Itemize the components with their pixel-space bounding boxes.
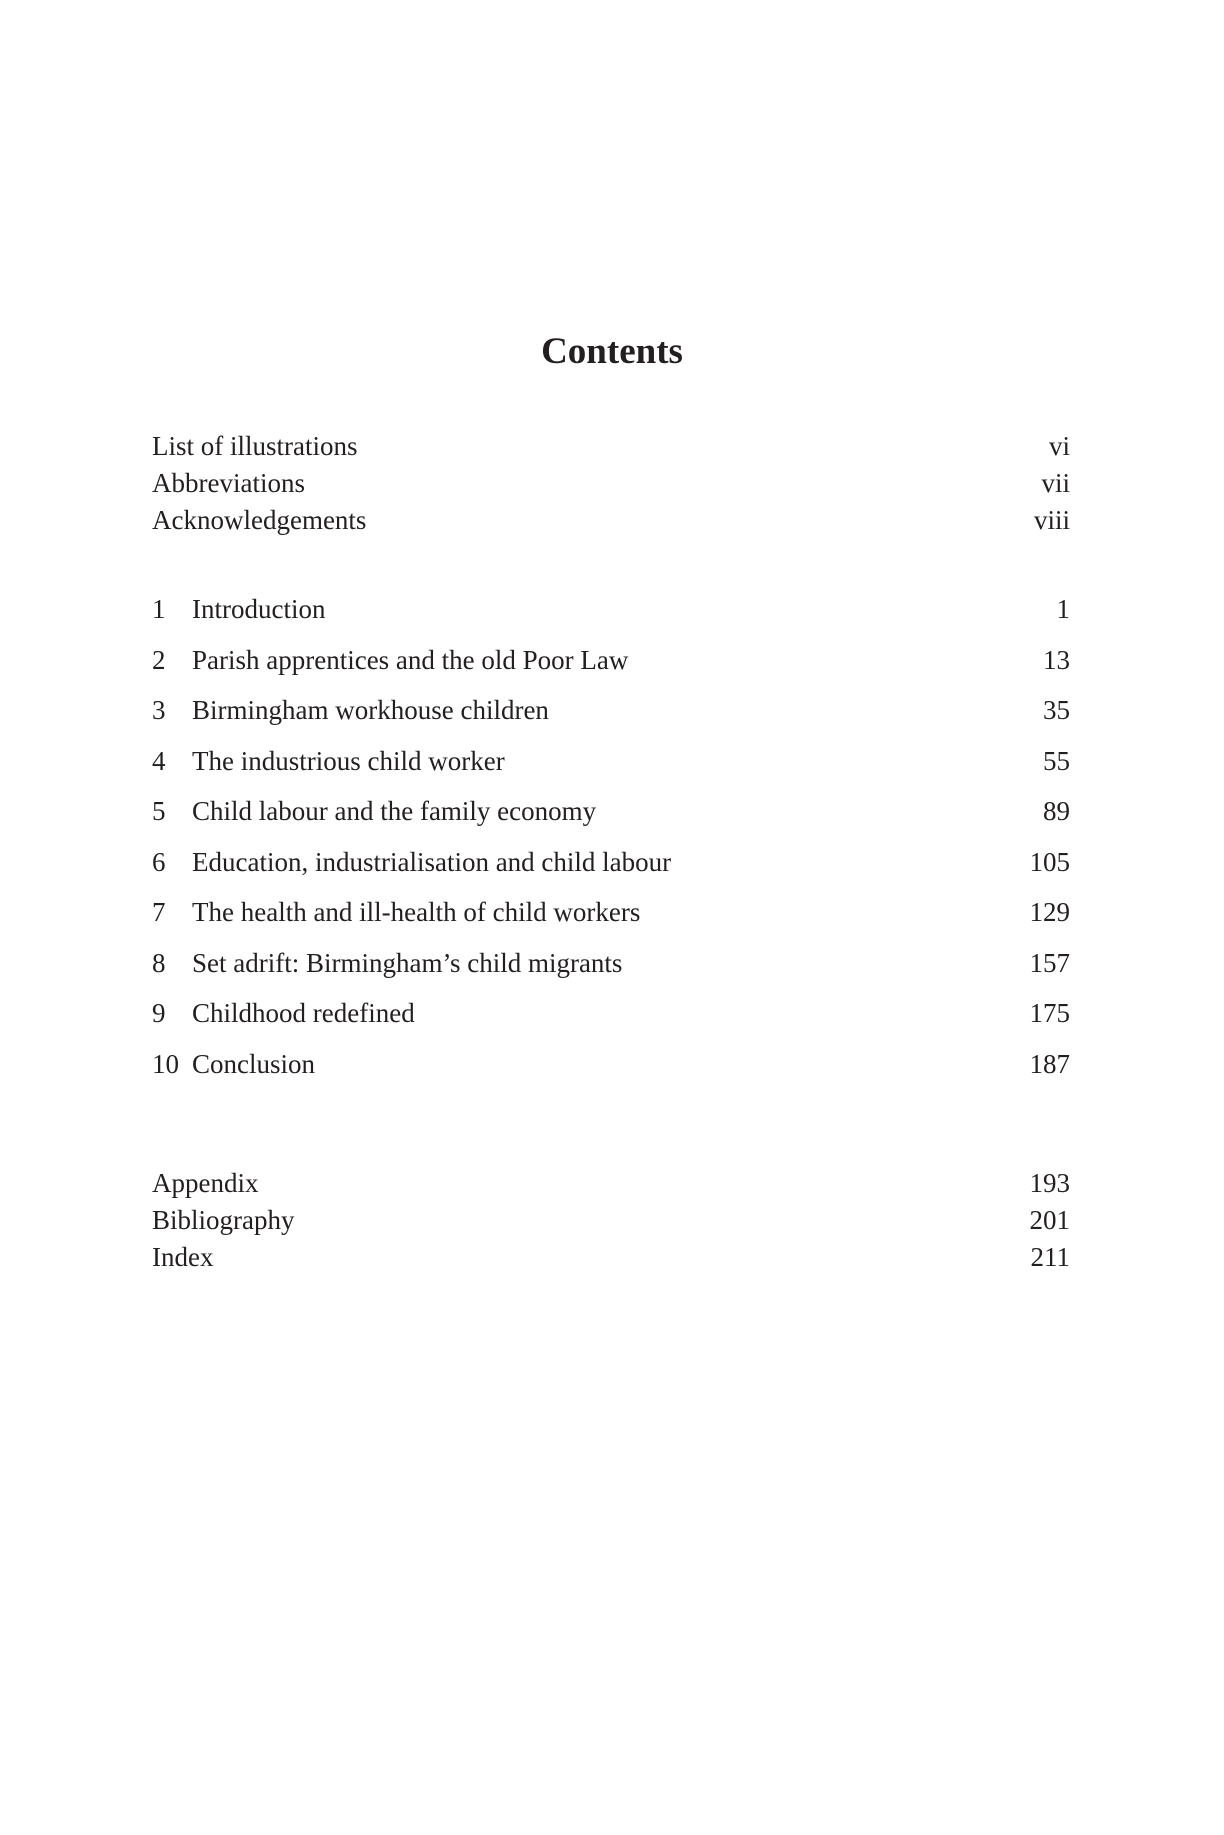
- chapter-number: 8: [152, 947, 166, 978]
- front-matter-list: [152, 428, 1070, 539]
- chapter-title: Education, industrialisation and child labour: [192, 846, 672, 877]
- toc-entry-page: 201: [1029, 1205, 1070, 1235]
- toc-entry-page: vii: [1041, 468, 1070, 498]
- chapter-page: 55: [1043, 745, 1070, 776]
- chapter-number: 7: [152, 897, 166, 927]
- chapter-title: Set adrift: Birmingham’s child migrants: [192, 947, 623, 978]
- chapter-number: 1: [152, 594, 166, 624]
- toc-chapter-9[interactable]: [152, 992, 1070, 1043]
- chapter-list: [152, 588, 1070, 1093]
- toc-chapter-4[interactable]: [152, 740, 1070, 791]
- toc-entry-label: Bibliography: [152, 1205, 295, 1235]
- chapter-title: Parish apprentices and the old Poor Law: [192, 644, 629, 675]
- chapter-page: 157: [1029, 947, 1070, 978]
- toc-chapter-2[interactable]: [152, 639, 1070, 690]
- chapter-page: 13: [1043, 644, 1070, 675]
- toc-entry-label: Abbreviations: [152, 468, 305, 498]
- toc-entry-page: 193: [1029, 1168, 1070, 1198]
- chapter-number: 9: [152, 998, 166, 1028]
- chapter-page: 187: [1029, 1048, 1070, 1079]
- toc-chapter-1[interactable]: [152, 588, 1070, 639]
- chapter-page: 105: [1029, 846, 1070, 877]
- chapter-title: Childhood redefined: [192, 998, 415, 1028]
- toc-entry-index[interactable]: [152, 1239, 1070, 1276]
- toc-entry-page: 211: [1030, 1242, 1070, 1272]
- chapter-number: 3: [152, 695, 166, 725]
- toc-entry-label: Acknowledgements: [152, 505, 367, 535]
- toc-entry-acknowledgements[interactable]: [152, 502, 1070, 539]
- chapter-title: Conclusion: [192, 1048, 316, 1079]
- chapter-title: The industrious child worker: [192, 745, 505, 776]
- chapter-number: 4: [152, 745, 166, 776]
- back-matter-list: [152, 1165, 1070, 1276]
- chapter-title: Introduction: [192, 594, 326, 624]
- toc-entry-label: Appendix: [152, 1168, 259, 1198]
- toc-chapter-10[interactable]: [152, 1043, 1070, 1094]
- chapter-page: 35: [1043, 695, 1070, 725]
- toc-entry-page: vi: [1048, 431, 1070, 461]
- toc-chapter-6[interactable]: [152, 841, 1070, 892]
- toc-entry-label: List of illustrations: [152, 431, 358, 461]
- toc-chapter-8[interactable]: [152, 942, 1070, 993]
- chapter-page: 1: [1056, 594, 1070, 624]
- toc-entry-appendix[interactable]: [152, 1165, 1070, 1202]
- chapter-title: Child labour and the family economy: [192, 796, 597, 826]
- toc-entry-bibliography[interactable]: [152, 1202, 1070, 1239]
- chapter-page: 89: [1043, 796, 1070, 826]
- chapter-number: 6: [152, 846, 166, 877]
- chapter-page: 129: [1029, 897, 1070, 927]
- chapter-number: 2: [152, 644, 166, 675]
- toc-chapter-7[interactable]: [152, 891, 1070, 942]
- toc-entry-page: viii: [1033, 505, 1070, 535]
- toc-entry-label: Index: [152, 1242, 214, 1272]
- toc-entry-abbreviations[interactable]: [152, 465, 1070, 502]
- chapter-title: Birmingham workhouse children: [192, 695, 549, 725]
- chapter-title: The health and ill-health of child workers: [192, 897, 641, 927]
- chapter-page: 175: [1029, 998, 1070, 1028]
- toc-entry-list-of-illustrations[interactable]: [152, 428, 1070, 465]
- chapter-number: 5: [152, 796, 166, 826]
- chapter-number: 10: [152, 1048, 179, 1079]
- toc-chapter-3[interactable]: [152, 689, 1070, 740]
- page-title: Contents: [541, 331, 683, 372]
- toc-chapter-5[interactable]: [152, 790, 1070, 841]
